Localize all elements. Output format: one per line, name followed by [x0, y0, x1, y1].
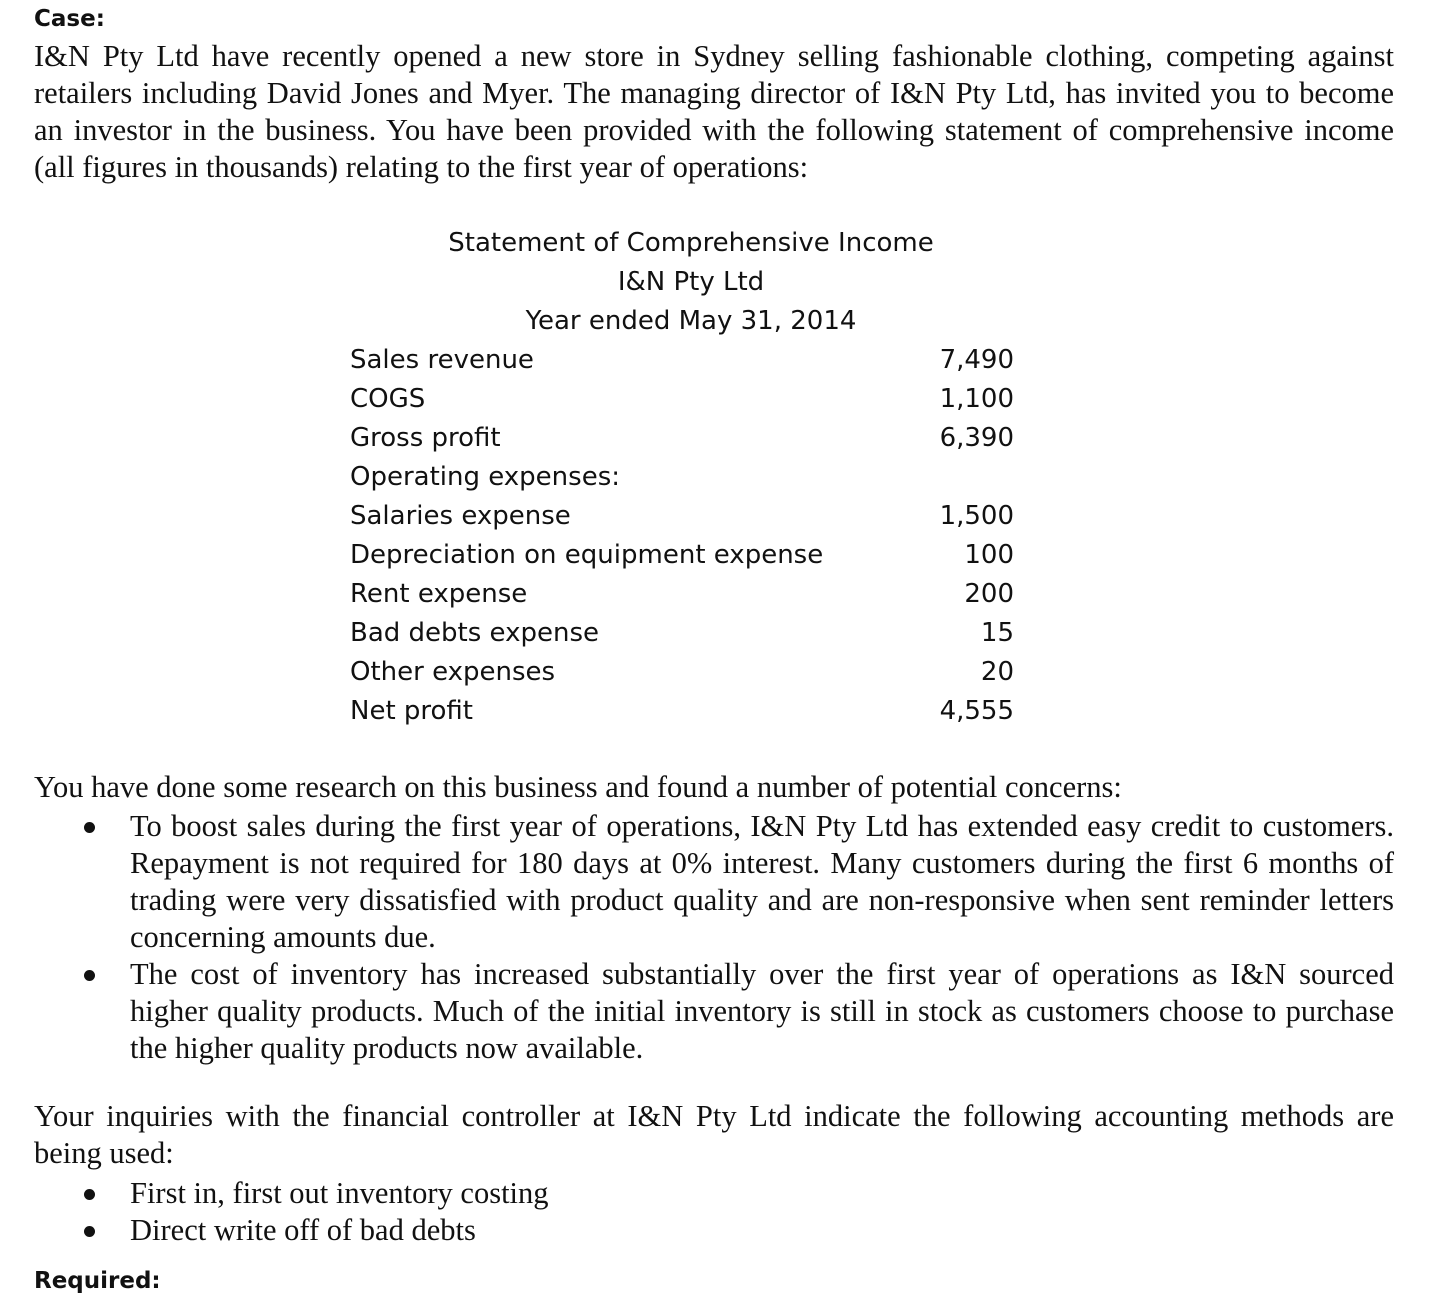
row-value: 200 — [964, 579, 1014, 609]
row-value: 20 — [980, 657, 1014, 687]
statement-row-cogs — [350, 380, 1014, 419]
list-item — [34, 956, 1394, 1067]
row-label: Sales revenue — [350, 345, 534, 375]
statement-row-gross-profit — [350, 419, 1014, 458]
statement-row-operating-expenses — [350, 458, 1014, 497]
concerns-intro: You have done some research on this business and found a number of potential concerns: — [34, 770, 1122, 804]
statement-period: Year ended May 31, 2014 — [525, 306, 857, 336]
intro-paragraph: I&N Pty Ltd have recently opened a new store in Sydney selling fashionable clothing, competing against retailers including David Jones and Myer. The managing director of I&N Pty Ltd, has invited you to become an investor in the business. You have been provided with the following statement of comprehensive income (all figures in thousands) relating to the first year of operations: — [34, 39, 1394, 184]
statement-row-depreciation-expense — [350, 536, 1014, 575]
row-value: 1,500 — [939, 501, 1014, 531]
bullet-icon — [84, 1189, 95, 1200]
row-value: 15 — [980, 618, 1014, 648]
row-label: Other expenses — [350, 657, 556, 687]
statement-row-net-profit — [350, 692, 1014, 731]
row-label: Salaries expense — [350, 501, 571, 531]
concern-text: To boost sales during the first year of operations, I&N Pty Ltd has extended easy credit to customers. Repayment is not required for 180 days at 0% interest. Many customers during the first 6 months of trading were very dissatisfied with product quality and are non-responsive when sent reminder letters concerning amounts due. — [130, 809, 1394, 954]
row-label: Gross profit — [350, 423, 501, 453]
concerns-list — [34, 808, 1394, 1067]
statement-row-rent-expense — [350, 575, 1014, 614]
row-label: Depreciation on equipment expense — [350, 540, 824, 570]
list-item — [34, 1175, 1394, 1212]
bullet-icon — [84, 970, 95, 981]
method-text: First in, first out inventory costing — [130, 1176, 549, 1210]
method-text: Direct write off of bad debts — [130, 1213, 476, 1247]
row-label: Net profit — [350, 696, 474, 726]
concern-text: The cost of inventory has increased substantially over the first year of operations as I&N sourced higher quality products. Much of the initial inventory is still in stock as customers choose to purchase the higher quality products now available. — [130, 957, 1394, 1065]
row-label: COGS — [350, 384, 426, 414]
statement-row-sales-revenue — [350, 341, 1014, 380]
statement-row-other-expenses — [350, 653, 1014, 692]
statement-company: I&N Pty Ltd — [617, 267, 765, 297]
bullet-icon — [84, 1226, 95, 1237]
case-heading: Case: — [34, 6, 105, 32]
statement-row-bad-debts-expense — [350, 614, 1014, 653]
methods-list — [34, 1175, 1394, 1249]
list-item — [34, 1212, 1394, 1249]
row-value: 7,490 — [939, 345, 1014, 375]
inquiries-intro: Your inquiries with the financial controller at I&N Pty Ltd indicate the following accounting methods are being used: — [34, 1099, 1394, 1170]
statement-row-salaries-expense — [350, 497, 1014, 536]
row-label: Operating expenses: — [350, 462, 621, 492]
row-value: 4,555 — [939, 696, 1014, 726]
row-value: 100 — [964, 540, 1014, 570]
row-label: Bad debts expense — [350, 618, 599, 648]
statement-title: Statement of Comprehensive Income — [448, 228, 934, 258]
row-value: 1,100 — [939, 384, 1014, 414]
list-item — [34, 808, 1394, 956]
required-heading: Required: — [34, 1268, 161, 1294]
bullet-icon — [84, 822, 95, 833]
row-value: 6,390 — [939, 423, 1014, 453]
row-label: Rent expense — [350, 579, 528, 609]
